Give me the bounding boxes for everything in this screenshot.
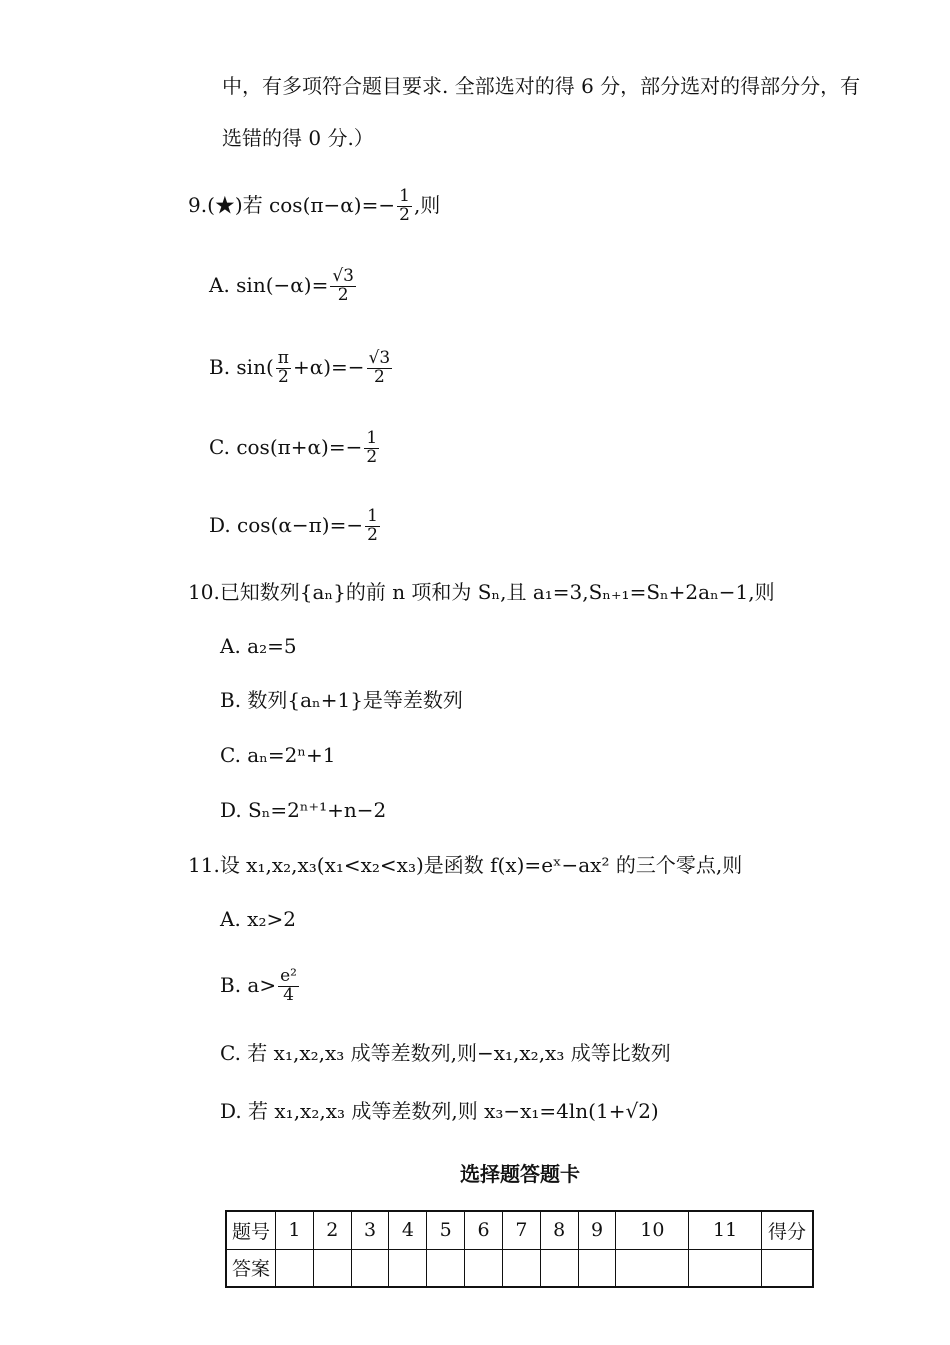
answer-cell[interactable] <box>313 1249 351 1287</box>
question-number-cell: 11 <box>689 1211 762 1249</box>
table-row <box>226 1211 813 1249</box>
row-label: 答案 <box>226 1249 276 1287</box>
answer-cell[interactable] <box>427 1249 465 1287</box>
answer-cell[interactable] <box>502 1249 540 1287</box>
question-number-cell: 2 <box>313 1211 351 1249</box>
fraction: $\frac{1}{2}$ <box>367 506 378 545</box>
answer-cell[interactable] <box>276 1249 314 1287</box>
score-label: 得分 <box>762 1211 814 1249</box>
answer-cell[interactable] <box>689 1249 762 1287</box>
q11-option-b: B. a> $\frac{\text{e²}}{4}$ <box>220 966 297 1005</box>
fraction: $\frac{1}{2}$ <box>366 428 378 467</box>
answer-cell[interactable] <box>616 1249 689 1287</box>
q10-option-a: A. a₂=5 <box>220 634 297 658</box>
question-number-cell: 9 <box>578 1211 616 1249</box>
question-number: 9. <box>188 192 208 217</box>
fraction: $\frac{√3}{2}$ <box>368 348 391 387</box>
score-cell[interactable] <box>762 1249 814 1287</box>
answer-cell[interactable] <box>389 1249 427 1287</box>
question-11-stem: 11.设 x₁,x₂,x₃(x₁<x₂<x₃)是函数 f(x)=eˣ−ax² 的三个零点,则 <box>188 853 743 877</box>
question-number-cell: 3 <box>351 1211 389 1249</box>
question-number-cell: 5 <box>427 1211 465 1249</box>
question-9-stem: 9.(★)若 cos(π−α)=− $\frac{1}{2}$ ,则 <box>188 186 441 225</box>
row-label: 题号 <box>226 1211 276 1249</box>
answer-cell[interactable] <box>540 1249 578 1287</box>
intro-line-1: 中，有多项符合题目要求. 全部选对的得 6 分，部分选对的得部分分，有 <box>222 74 861 98</box>
fraction: $\frac{√3}{2}$ <box>332 266 354 305</box>
question-10-stem: 10.已知数列{aₙ}的前 n 项和为 Sₙ,且 a₁=3,Sₙ₊₁=Sₙ+2aₙ−1,则 <box>188 580 775 604</box>
question-number-cell: 6 <box>465 1211 503 1249</box>
question-number-cell: 4 <box>389 1211 427 1249</box>
question-number-cell: 10 <box>616 1211 689 1249</box>
star-mark: (★) <box>207 192 243 217</box>
question-number-cell: 1 <box>276 1211 314 1249</box>
question-number-cell: 8 <box>540 1211 578 1249</box>
answer-cell[interactable] <box>351 1249 389 1287</box>
q10-option-b: B. 数列{aₙ+1}是等差数列 <box>220 688 463 712</box>
q10-option-d: D. Sₙ=2ⁿ⁺¹+n−2 <box>220 798 387 822</box>
q11-option-d: D. 若 x₁,x₂,x₃ 成等差数列,则 x₃−x₁=4ln(1+√2) <box>220 1099 659 1123</box>
fraction: $\frac{\pi}{2}$ <box>277 348 289 387</box>
answer-card-title: 选择题答题卡 <box>460 1162 580 1186</box>
q9-option-d: D. cos(α−π)=− $\frac{1}{2}$ <box>209 506 378 545</box>
fraction: $\frac{\text{e²}}{4}$ <box>280 966 297 1005</box>
q11-option-a: A. x₂>2 <box>220 907 296 931</box>
question-number-cell: 7 <box>502 1211 540 1249</box>
q9-option-a: A. sin(−α)= $\frac{√3}{2}$ <box>209 266 354 305</box>
question-number: 10. <box>188 580 220 604</box>
question-number: 11. <box>188 853 220 877</box>
table-row <box>226 1249 813 1287</box>
fraction: $\frac{1}{2}$ <box>399 186 410 225</box>
q10-option-c: C. aₙ=2ⁿ+1 <box>220 743 336 767</box>
q11-option-c: C. 若 x₁,x₂,x₃ 成等差数列,则−x₁,x₂,x₃ 成等比数列 <box>220 1041 671 1065</box>
answer-cell[interactable] <box>465 1249 503 1287</box>
q9-option-b: B. sin( $\frac{\pi}{2}$ +α)=− $\frac{√3}{2}$ <box>209 348 391 387</box>
intro-line-2: 选错的得 0 分.） <box>222 126 374 150</box>
q9-option-c: C. cos(π+α)=− $\frac{1}{2}$ <box>209 428 378 467</box>
answer-cell[interactable] <box>578 1249 616 1287</box>
answer-card-table <box>225 1210 814 1288</box>
